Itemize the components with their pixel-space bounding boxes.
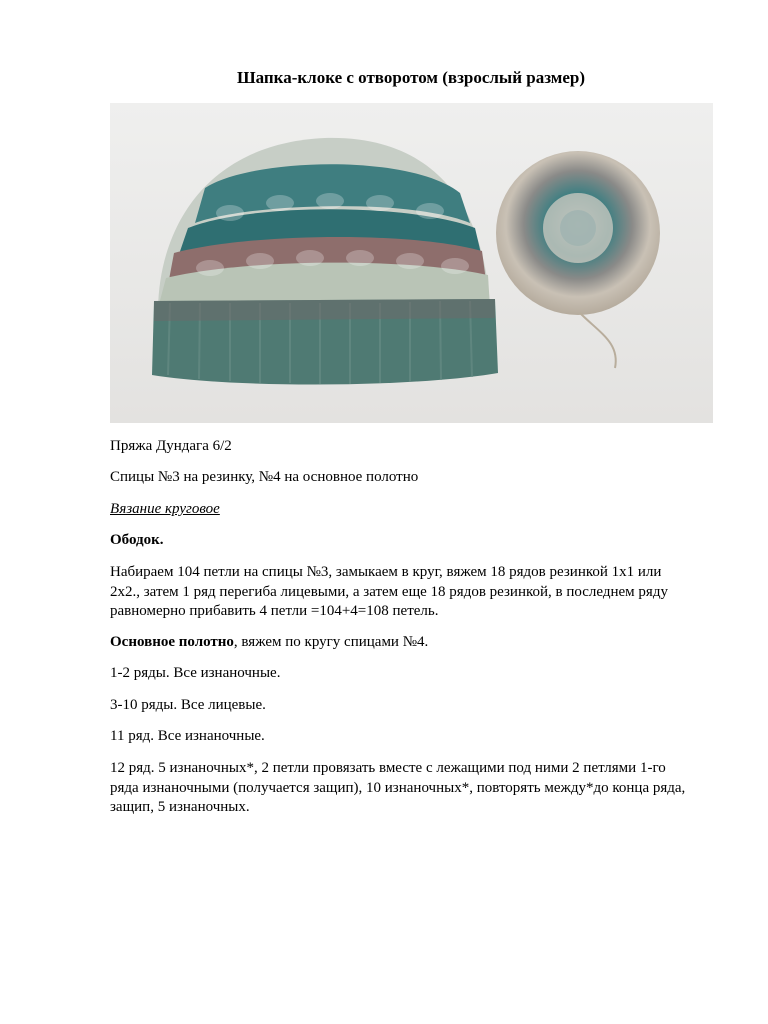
rows-1-2-paragraph: 1-2 ряды. Все изнаночные.: [110, 665, 281, 681]
knitting-method-paragraph: Вязание круговое: [110, 501, 220, 517]
row-12-line-2: ряда изнаночными (получается защип), 10 изнаночных*, повторять между*до конца ряда,: [110, 779, 686, 796]
main-body-paragraph: [110, 633, 713, 653]
brim-text-line-2: 2х2., затем 1 ряд перегиба лицевыми, а затем еще 18 рядов резинкой, в последнем ряду: [110, 583, 668, 600]
knitted-hat-photo: [110, 103, 713, 423]
page-title: Шапка-клоке с отворотом (взрослый размер): [236, 68, 586, 87]
needles-paragraph: Спицы №3 на резинку, №4 на основное полотно: [110, 469, 419, 485]
row-12-line-3: защип, 5 изнаночных.: [110, 799, 250, 815]
brim-text-line-1: Набираем 104 петли на спицы №3, замыкаем в круг, вяжем 18 рядов резинкой 1х1 или: [110, 564, 662, 580]
brim-text-line-3: равномерно прибавить 4 петли =104+4=108 петель.: [110, 603, 439, 619]
brim-heading: Ободок.: [110, 532, 164, 548]
row-11-paragraph: 11 ряд. Все изнаночные.: [110, 728, 265, 744]
yarn-paragraph: Пряжа Дундага 6/2: [110, 438, 232, 454]
row-12-line-1: 12 ряд. 5 изнаночных*, 2 петли провязать вместе с лежащими под ними 2 петлями 1-го: [110, 760, 666, 776]
knitted-hat-with-yarn-ball-photo-icon: [110, 103, 713, 423]
main-body-text: , вяжем по кругу спицами №4.: [233, 634, 429, 650]
row-12-instructions: [110, 759, 713, 818]
brim-instructions: [110, 563, 713, 622]
main-body-heading: Основное полотно: [110, 634, 234, 650]
rows-3-10-paragraph: 3-10 ряды. Все лицевые.: [110, 697, 266, 713]
